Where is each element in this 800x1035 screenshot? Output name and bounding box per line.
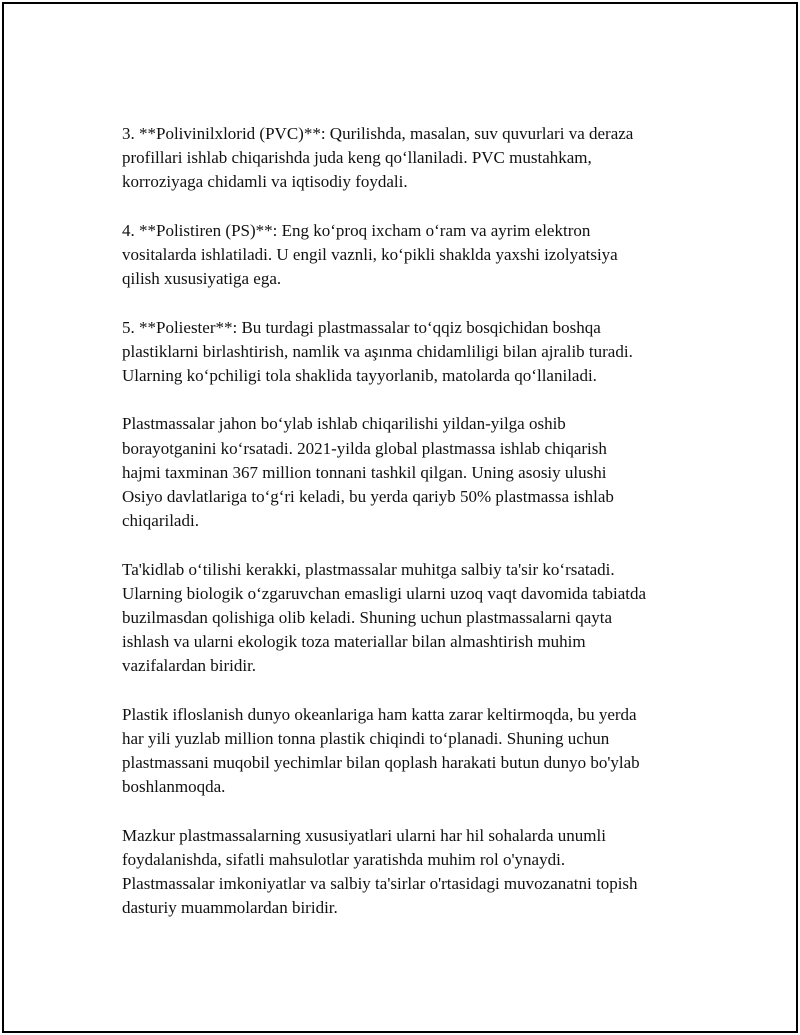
paragraph-polyester: 5. **Poliester**: Bu turdagi plastmassalar to‘qqiz bosqichidan boshqa plastiklarni birlashtirish, namlik va aşınma chidamliligi bilan ajralib turadi. Ularning ko‘pchiligi tola shaklida tayyorlanib, matolarda qo‘llaniladi. [122,317,633,385]
paragraph-conclusion: Mazkur plastmassalarning xususiyatlari ularni har hil sohalarda unumli foydalanishda, sifatli mahsulotlar yaratishda muhim rol o'ynaydi. Plastmassalar imkoniyatlar va salbiy ta'sirlar o'rtasidagi muvozanatni topish dasturiy muammolardan biridir. [122,825,638,918]
paragraph-global-production: Plastmassalar jahon bo‘ylab ishlab chiqarilishi yildan-yilga oshib borayotganini ko‘rsatadi. 2021-yilda global plastmassa ishlab chiqarish hajmi taxminan 367 million tonnani tashkil qilgan. Uning asosiy ulushi Osiyo davlatlariga to‘g‘ri keladi, bu yerda qariyb 50% plastmassa ishlab chiqariladi. [122,414,614,531]
paragraph-polystyrene: 4. **Polistiren (PS)**: Eng ko‘proq ixcham o‘ram va ayrim elektron vositalarda ishlatiladi. U engil vaznli, ko‘pikli shaklda yaxshi izolyatsiya qilish xususiyatiga ega. [122,220,618,289]
document-page [2,2,798,1033]
document-body [122,122,702,945]
paragraph-pvc: 3. **Polivinilxlorid (PVC)**: Qurilishda, masalan, suv quvurlari va deraza profillari ishlab chiqarishda juda keng qo‘llaniladi. PVC mustahkam, korroziyaga chidamli va iqtisodiy foydali. [122,124,634,192]
paragraph-ocean-pollution: Plastik ifloslanish dunyo okeanlariga ham katta zarar keltirmoqda, bu yerda har yili yuzlab million tonna plastik chiqindi to‘planadi. Shuning uchun plastmassani muqobil yechimlar bilan qoplash harakati butun dunyo bo'ylab boshlanmoqda. [122,704,640,797]
paragraph-environmental-impact: Ta'kidlab o‘tilishi kerakki, plastmassalar muhitga salbiy ta'sir ko‘rsatadi. Ularning biologik o‘zgaruvchan emasligi ularni uzoq vaqt davomida tabiatda buzilmasdan qolishiga olib keladi. Shuning uchun plastmassalarni qayta ishlash va ularni ekologik toza materiallar bilan almashtirish muhim vazifalardan biridir. [122,559,647,676]
